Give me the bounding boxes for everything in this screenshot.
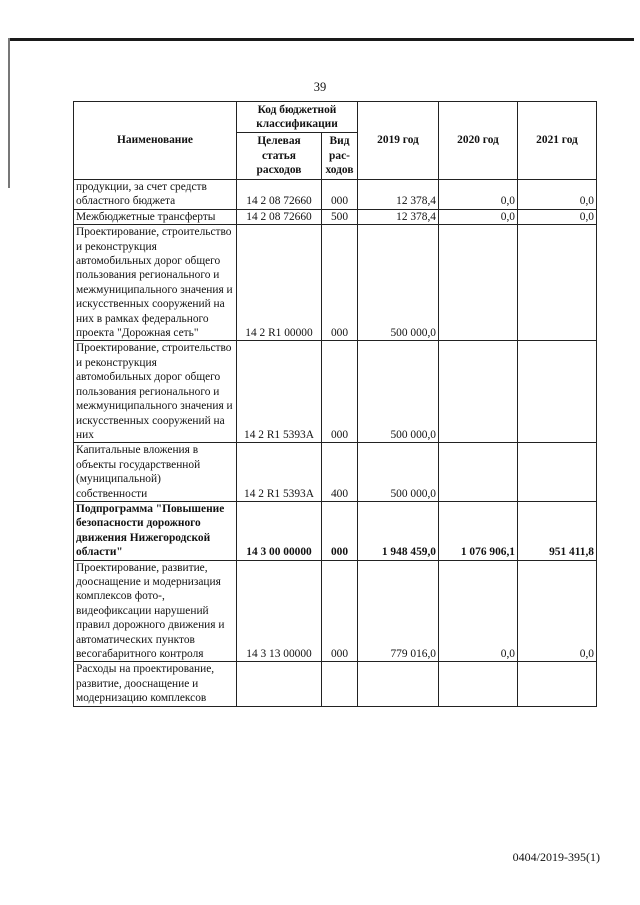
row-name: Расходы на проектирование, развитие, дооснащение и модернизацию комплексов — [74, 662, 237, 706]
row-name: Проектирование, строительство и реконструкция автомобильных дорог общего пользования регионального и межмуниципального значения и искусственных сооружений на них — [74, 341, 237, 443]
row-value-2021: 0,0 — [518, 560, 597, 662]
row-expense-kind: 000 — [322, 501, 358, 560]
row-value-2020: 1 076 906,1 — [439, 501, 518, 560]
top-border-line — [8, 38, 634, 41]
row-value-2019: 12 378,4 — [358, 209, 439, 224]
row-target-code — [237, 662, 322, 706]
row-value-2020: 0,0 — [439, 180, 518, 210]
table-row — [74, 662, 597, 706]
row-name: Подпрограмма "Повышение безопасности дорожного движения Нижегородской области" — [74, 501, 237, 560]
row-value-2019: 500 000,0 — [358, 341, 439, 443]
header-2019: 2019 год — [358, 102, 439, 180]
row-value-2020 — [439, 225, 518, 341]
row-value-2020 — [439, 662, 518, 706]
table-row — [74, 180, 597, 210]
row-value-2019: 12 378,4 — [358, 180, 439, 210]
row-name: Капитальные вложения в объекты государственной (муниципальной) собственности — [74, 443, 237, 502]
row-value-2021 — [518, 443, 597, 502]
row-expense-kind: 000 — [322, 225, 358, 341]
row-value-2020 — [439, 443, 518, 502]
row-value-2021 — [518, 341, 597, 443]
row-expense-kind: 500 — [322, 209, 358, 224]
header-name: Наименование — [74, 102, 237, 180]
row-value-2021: 951 411,8 — [518, 501, 597, 560]
row-value-2019: 500 000,0 — [358, 443, 439, 502]
table-row — [74, 443, 597, 502]
row-expense-kind: 400 — [322, 443, 358, 502]
row-target-code: 14 2 R1 5393A — [237, 341, 322, 443]
table-row — [74, 560, 597, 662]
header-2020: 2020 год — [439, 102, 518, 180]
row-expense-kind — [322, 662, 358, 706]
row-target-code: 14 2 08 72660 — [237, 209, 322, 224]
table-row — [74, 209, 597, 224]
table-body — [74, 180, 597, 707]
row-expense-kind: 000 — [322, 560, 358, 662]
row-value-2020: 0,0 — [439, 560, 518, 662]
row-value-2021 — [518, 225, 597, 341]
header-row-top — [74, 102, 597, 133]
table-row — [74, 225, 597, 341]
row-target-code: 14 3 00 00000 — [237, 501, 322, 560]
row-value-2021: 0,0 — [518, 209, 597, 224]
table-row — [74, 501, 597, 560]
row-target-code: 14 3 13 00000 — [237, 560, 322, 662]
row-target-code: 14 2 R1 5393A — [237, 443, 322, 502]
row-value-2019: 1 948 459,0 — [358, 501, 439, 560]
row-name: Проектирование, строительство и реконструкция автомобильных дорог общего пользования регионального и межмуниципального значения и искусственных сооружений на них в рамках федерального проекта "Дорожная сеть" — [74, 225, 237, 341]
document-code: 0404/2019-395(1) — [512, 850, 600, 864]
row-target-code: 14 2 R1 00000 — [237, 225, 322, 341]
row-value-2019 — [358, 662, 439, 706]
row-name: Межбюджетные трансферты — [74, 209, 237, 224]
left-border-line — [8, 38, 10, 188]
row-target-code: 14 2 08 72660 — [237, 180, 322, 210]
table-row — [74, 341, 597, 443]
page-number: 39 — [313, 80, 327, 94]
row-value-2020 — [439, 341, 518, 443]
row-expense-kind: 000 — [322, 180, 358, 210]
row-name: Проектирование, развитие, дооснащение и модернизация комплексов фото-, видеофиксации нарушений правил дорожного движения и автоматических пунктов весогабаритного контроля — [74, 560, 237, 662]
row-expense-kind: 000 — [322, 341, 358, 443]
row-value-2021 — [518, 662, 597, 706]
header-2021: 2021 год — [518, 102, 597, 180]
row-value-2019: 500 000,0 — [358, 225, 439, 341]
header-kind: Вид рас- ходов — [322, 133, 358, 180]
row-value-2020: 0,0 — [439, 209, 518, 224]
row-name: продукции, за счет средств областного бюджета — [74, 180, 237, 210]
header-target: Целевая статья расходов — [237, 133, 322, 180]
budget-table — [73, 101, 597, 707]
row-value-2021: 0,0 — [518, 180, 597, 210]
header-code-group: Код бюджетной классификации — [237, 102, 358, 133]
row-value-2019: 779 016,0 — [358, 560, 439, 662]
